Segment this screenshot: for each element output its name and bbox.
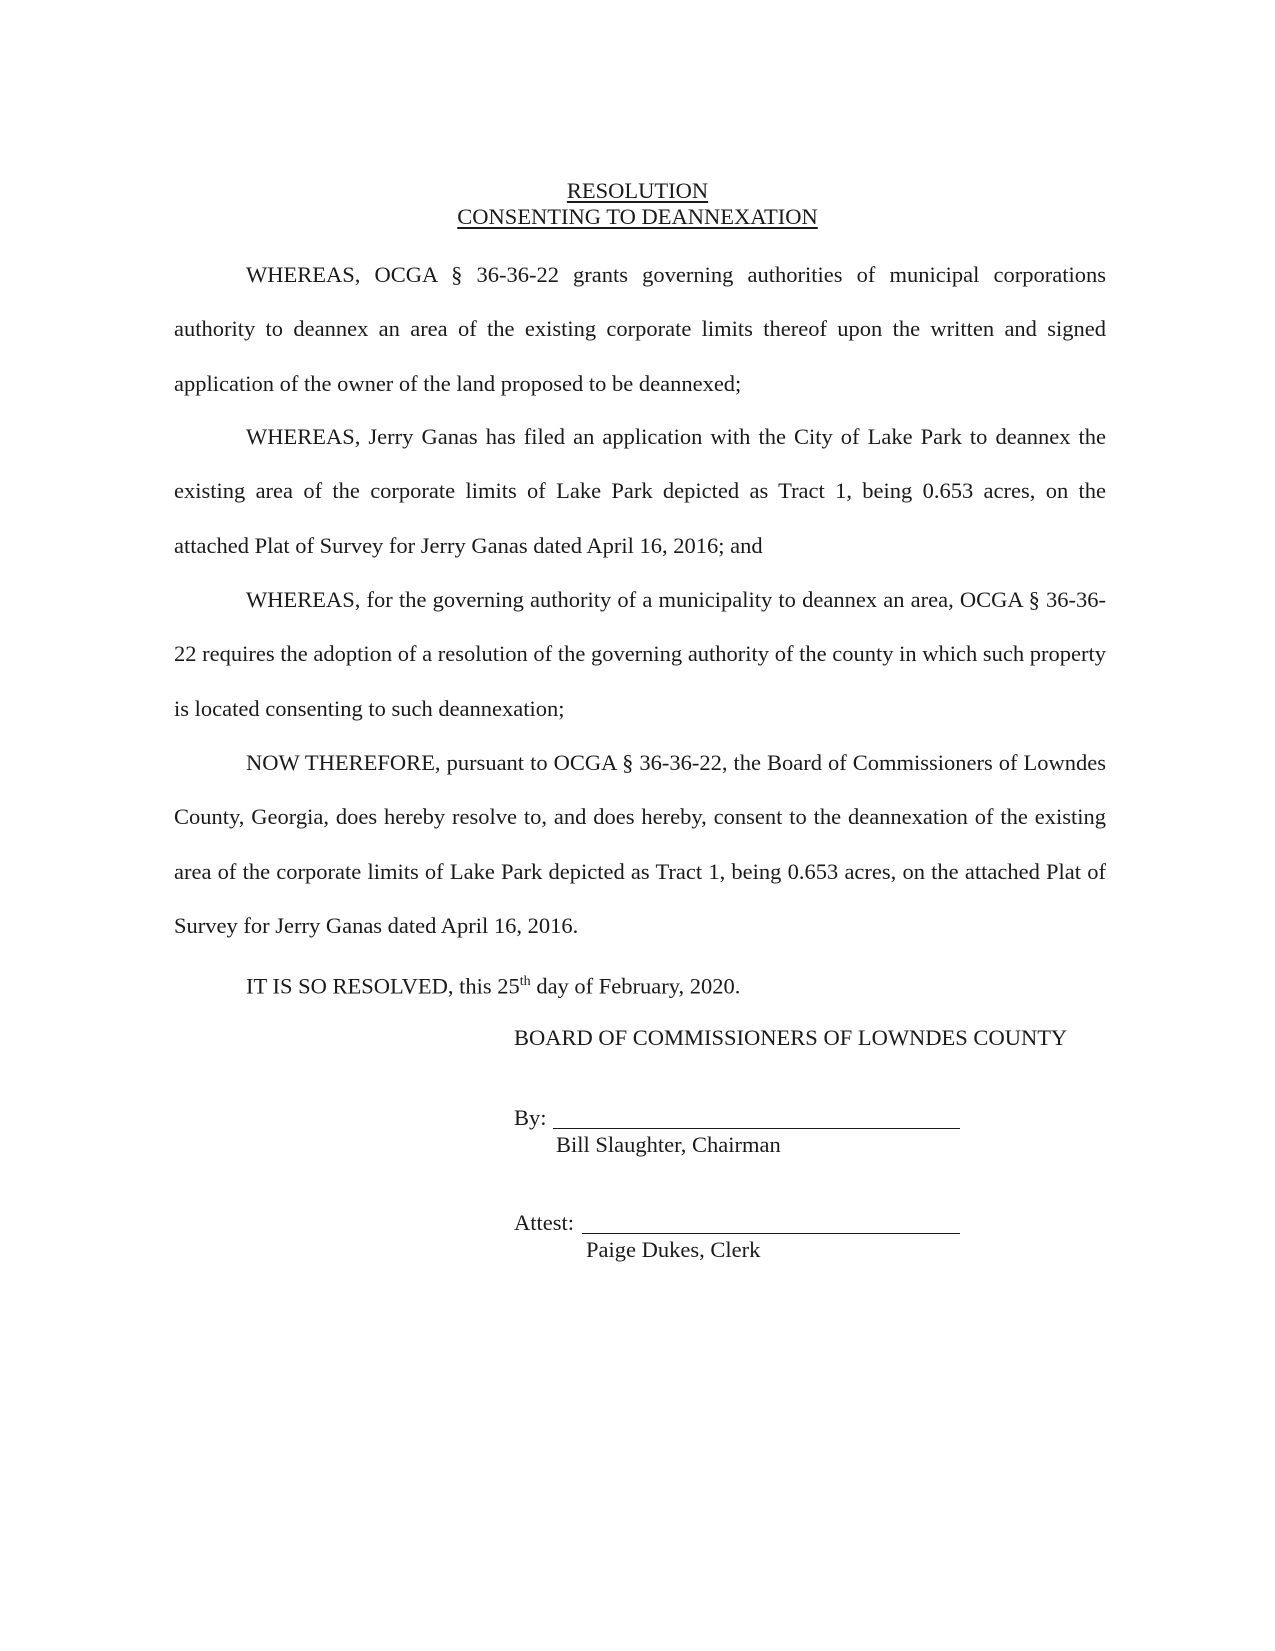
resolved-statement xyxy=(246,968,740,1001)
clerk-name: Paige Dukes, Clerk xyxy=(586,1237,761,1262)
whereas-paragraph-3: WHEREAS, for the governing authority of a municipality to deannex an area, OCGA § 36-36-22 requires the adoption of a resolution of the governing authority of the county in which such property is located consenting to such deannexation; xyxy=(174,587,1106,721)
chairman-signature-line xyxy=(553,1128,960,1129)
whereas-paragraph-2: WHEREAS, Jerry Ganas has filed an application with the City of Lake Park to deannex the existing area of the corporate limits of Lake Park depicted as Tract 1, being 0.653 acres, on the attached Plat of Survey for Jerry Ganas dated April 16, 2016; and xyxy=(174,424,1106,558)
attest-label: Attest: xyxy=(514,1210,574,1235)
now-therefore-paragraph: NOW THEREFORE, pursuant to OCGA § 36-36-22, the Board of Commissioners of Lowndes County, Georgia, does hereby resolve to, and does hereby, consent to the deannexation of the existing area of the corporate limits of Lake Park depicted as Tract 1, being 0.653 acres, on the attached Plat of Survey for Jerry Ganas dated April 16, 2016. xyxy=(174,750,1106,938)
ordinal-suffix: th xyxy=(519,974,531,989)
chairman-name: Bill Slaughter, Chairman xyxy=(556,1132,781,1157)
whereas-paragraph-1: WHEREAS, OCGA § 36-36-22 grants governing authorities of municipal corporations authority to deannex an area of the existing corporate limits thereof upon the written and signed application of the owner of the land proposed to be deannexed; xyxy=(174,262,1106,396)
by-label: By: xyxy=(514,1105,547,1130)
document-title: RESOLUTION xyxy=(566,178,709,203)
resolved-prefix: IT IS SO RESOLVED, this 25 xyxy=(246,973,520,999)
document-subtitle: CONSENTING TO DEANNEXATION xyxy=(457,204,818,229)
resolved-rest: day of February, 2020. xyxy=(530,973,741,999)
board-name: BOARD OF COMMISSIONERS OF LOWNDES COUNTY xyxy=(514,1025,1068,1050)
clerk-signature-line xyxy=(582,1233,960,1234)
